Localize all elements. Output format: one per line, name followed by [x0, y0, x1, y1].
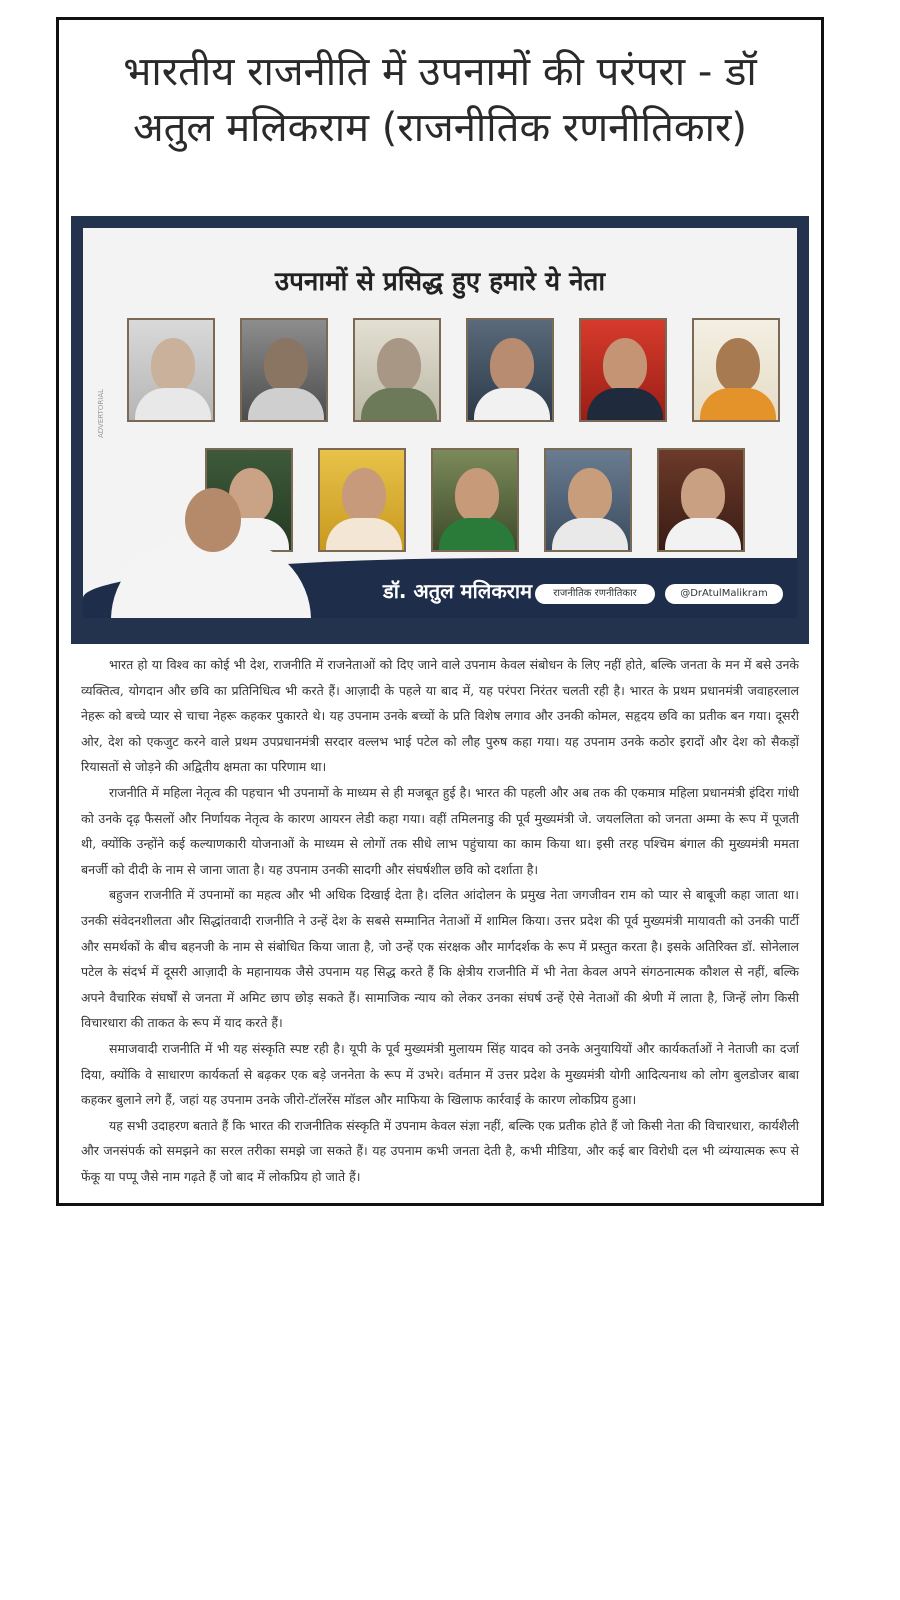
article-paragraph: समाजवादी राजनीति में भी यह संस्कृति स्पष्ट रही है। यूपी के पूर्व मुख्यमंत्री मुलायम सिंह यादव को उनके अनुयायियों और कार्यकर्ताओं ने नेताजी का दर्जा दिया, क्योंकि वे साधारण कार्यकर्ता से बढ़कर एक बड़े जननेता के रूप में उभरे। वर्तमान में उत्तर प्रदेश के मुख्यमंत्री योगी आदित्यनाथ को लोग बुलडोजर बाबा कहकर बुलाने लगे हैं, जहां यह उपनाम उनके जीरो-टॉलरेंस मॉडल और माफिया के खिलाफ कार्रवाई के कारण लोकप्रिय हुआ।	[81, 1040, 799, 1108]
leader-photo-rahul	[657, 448, 745, 552]
leader-photo-indira	[353, 318, 441, 422]
article-paragraph: बहुजन राजनीति में उपनामों का महत्व और भी अधिक दिखाई देता है। दलित आंदोलन के प्रमुख नेता जगजीवन राम को प्यार से बाबूजी कहा जाता था। उनकी संवेदनशीलता और सिद्धांतवादी राजनीति ने उन्हें देश के सबसे सम्मानित नेताओं में शामिल किया। उत्तर प्रदेश की पूर्व मुख्यमंत्री मायावती को उनकी पार्टी और समर्थकों के बीच बहनजी के नाम से संबोधित किया जाता है, जो उन्हें एक संरक्षक और मार्गदर्शक के रूप में प्रस्तुत करता है। इसके अतिरिक्त डॉ. सोनेलाल पटेल के संदर्भ में दूसरी आज़ादी के महानायक जैसे उपनाम यह सिद्ध करते हैं कि क्षेत्रीय राजनीति में भी नेता केवल अपने संगठनात्मक कौशल से नहीं, बल्कि अपने वैचारिक संघर्षों से जनता में अमिट छाप छोड़ सकते हैं। सामाजिक न्याय को लेकर उनका संघर्ष उन्हें ऐसे नेताओं की श्रेणी में लाता है, जिन्हें लोग किसी विचारधारा की ताकत के रूप में याद करते हैं।	[81, 887, 799, 1031]
leader-photo-jayalalithaa	[431, 448, 519, 552]
author-handle-pill: @DrAtulMalikram	[665, 584, 783, 604]
article-paragraph: भारत हो या विश्व का कोई भी देश, राजनीति में राजनेताओं को दिए जाने वाले उपनाम केवल संबोधन के लिए नहीं होते, बल्कि जनता के मन में बसे उनके व्यक्तित्व, योगदान और छवि का प्रतिनिधित्व भी करते हैं। आज़ादी के पहले या बाद में, यह परंपरा निरंतर चलती रही है। भारत के प्रथम प्रधानमंत्री जवाहरलाल नेहरू को बच्चे प्यार से चाचा नेहरू कहकर पुकारते थे। यह उपनाम उनके बच्चों के प्रति विशेष लगाव और उनकी कोमल, सहृदय छवि का प्रतीक बन गया। दूसरी ओर, देश को एकजुट करने वाले प्रथम उपप्रधानमंत्री सरदार वल्लभ भाई पटेल को लौह पुरुष कहा गया। यह उपनाम उनके कठोर इरादों और देश को सैकड़ों रियासतों से जोड़ने की अद्वितीय क्षमता का परिणाम था।	[81, 657, 799, 775]
leader-photo-nehru	[127, 318, 215, 422]
author-title-pill: राजनीतिक रणनीतिकार	[535, 584, 655, 604]
article-body	[81, 652, 799, 1189]
headline: भारतीय राजनीति में उपनामों की परंपरा - डॉ अतुल मलिकराम (राजनीतिक रणनीतिकार)	[123, 49, 757, 151]
banner-side-text: ADVERTORIAL	[97, 388, 105, 438]
leader-photo-modi	[544, 448, 632, 552]
news-clipping	[56, 17, 824, 1206]
article-paragraph: राजनीति में महिला नेतृत्व की पहचान भी उपनामों के माध्यम से ही मजबूत हुई है। भारत की पहली और अब तक की एकमात्र महिला प्रधानमंत्री इंदिरा गांधी को उनके दृढ़ फैसलों और निर्णायक नेतृत्व के कारण आयरन लेडी कहा गया। वहीं तमिलनाडु की पूर्व मुख्यमंत्री जे. जयललिता को जनता अम्मा के रूप में पूजती थी, क्योंकि उन्होंने कई कल्याणकारी योजनाओं के माध्यम से लोगों तक सीधे लाभ पहुंचाया का काम किया था। इसी तरह पश्चिम बंगाल की मुख्यमंत्री ममता बनर्जी को दीदी के नाम से जाना जाता है। यह उपनाम उनकी सादगी और संघर्षशील छवि को दर्शाता है।	[81, 784, 799, 877]
article-paragraph: यह सभी उदाहरण बताते हैं कि भारत की राजनीतिक संस्कृति में उपनाम केवल संज्ञा नहीं, बल्कि एक प्रतीक होते हैं जो किसी नेता की विचारधारा, कार्यशैली और जनसंपर्क को समझने का सरल तरीका समझे जा सकते हैं। यह उपनाम कभी जनता देती है, कभी मीडिया, और कई बार विरोधी दल भी व्यंग्यात्मक रूप से फेंकू या पप्पू जैसे नाम गढ़ते हैं जो बाद में लोकप्रिय हो जाते हैं।	[81, 1117, 799, 1184]
banner-panel	[83, 228, 797, 618]
author-photo	[101, 488, 321, 618]
author-signature: डॉ. अतुल मलिकराम	[383, 579, 533, 603]
leader-photo-mayawati	[318, 448, 406, 552]
leaders-banner	[71, 216, 809, 644]
leader-photo-jagjivan	[466, 318, 554, 422]
leader-photo-mulayam	[579, 318, 667, 422]
leader-photo-sonelal	[692, 318, 780, 422]
leader-photo-patel	[240, 318, 328, 422]
banner-heading: उपनामों से प्रसिद्ध हुए हमारे ये नेता	[274, 267, 606, 297]
